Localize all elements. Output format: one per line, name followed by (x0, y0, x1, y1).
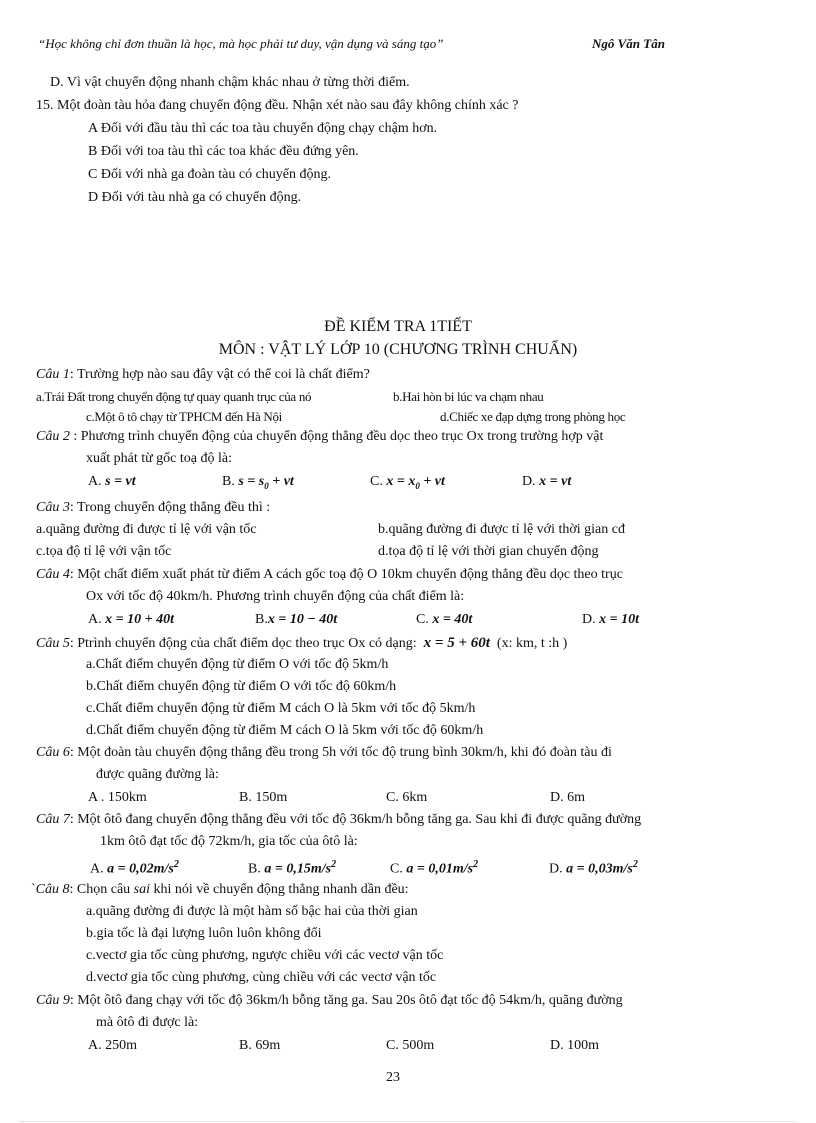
q5-option-c: c.Chất điểm chuyển động từ điểm M cách O là 5km với tốc độ 5km/h (86, 701, 476, 716)
q9-option-d: D. 100m (550, 1038, 599, 1053)
q8-emphasis: sai (133, 882, 151, 897)
question-4 (36, 565, 623, 585)
q1-option-a: a.Trái Đất trong chuyển động tự quay quanh trục của nó (36, 389, 312, 404)
q2-option-d: D. x = vt (522, 474, 572, 489)
question-1 (36, 365, 370, 385)
question-2 (36, 427, 603, 447)
q6-text-line2: được quãng đường là: (96, 767, 219, 782)
header-quote: “Học không chỉ đơn thuần là học, mà học phải tư duy, vận dụng và sáng tạo” (38, 36, 444, 51)
q1-option-c: c.Một ô tô chạy từ TPHCM đến Hà Nội (86, 409, 282, 424)
q5-option-d: d.Chất điểm chuyển động từ điểm M cách O là 5km với tốc độ 60km/h (86, 723, 484, 738)
q5-option-b: b.Chất điểm chuyển động từ điểm O với tốc độ 60km/h (86, 679, 397, 694)
q9-text-line1: : Một ôtô đang chạy với tốc độ 36km/h bỗng tăng ga. Sau 20s ôtô đạt tốc độ 54km/h, quãng đường (69, 993, 623, 1008)
q3-option-c: c.tọa độ tỉ lệ với vận tốc (36, 544, 172, 559)
q8-option-a: a.quãng đường đi được là một hàm số bậc hai của thời gian (86, 904, 418, 919)
q6-option-c: C. 6km (386, 790, 428, 805)
q2-label: Câu 2 (36, 429, 70, 444)
q3-option-a: a.quãng đường đi được tỉ lệ với vận tốc (36, 522, 257, 537)
question-6 (36, 743, 612, 763)
q15-option-c: C Đối với nhà ga đoàn tàu có chuyển động. (88, 167, 332, 182)
question-8: `Câu 8: Chọn câu sai khi nói về chuyển động thẳng nhanh dần đều: (31, 882, 409, 897)
q15-option-a: A Đối với đầu tàu thì các toa tàu chuyển động chạy chậm hơn. (88, 121, 438, 136)
q4-option-b: B.x = 10 − 40t (255, 612, 338, 627)
q8-option-c: c.vectơ gia tốc cùng phương, ngược chiều với các vectơ vận tốc (86, 948, 444, 963)
q5-text: : Ptrình chuyển động của chất điểm dọc theo trục Ox có dạng: (69, 636, 417, 651)
question-15: 15. Một đoàn tàu hỏa đang chuyển động đều. Nhận xét nào sau đây không chính xác ? (36, 98, 519, 113)
q7-option-c: C. $a = 0,01m/s^2$ (390, 859, 479, 877)
q5-option-a: a.Chất điểm chuyển động từ điểm O với tốc độ 5km/h (86, 657, 389, 672)
q6-text-line1: : Một đoàn tàu chuyển động thẳng đều trong 5h với tốc độ trung bình 30km/h, khi đó đoàn tàu đi (69, 745, 612, 760)
q1-label: Câu 1 (36, 367, 70, 382)
q9-option-c: C. 500m (386, 1038, 435, 1053)
q3-option-d: d.tọa độ tỉ lệ với thời gian chuyển động (378, 544, 599, 559)
q6-option-a: A . 150km (88, 790, 147, 805)
q4-option-c: C. x = 40t (416, 612, 473, 627)
exam-subtitle: MÔN : VẬT LÝ LỚP 10 (CHƯƠNG TRÌNH CHUẨN) (218, 341, 578, 358)
q9-label: Câu 9 (36, 993, 70, 1008)
q7-option-a: A. $a = 0,02m/s^2$ (90, 859, 179, 877)
q8-mark: ` (31, 882, 36, 897)
q5-label: Câu 5 (36, 636, 70, 651)
q3-option-b: b.quãng đường đi được tỉ lệ với thời gian cđ (378, 522, 625, 537)
q9-text-line2: mà ôtô đi được là: (96, 1015, 199, 1030)
question-7 (36, 810, 641, 830)
q8-option-b: b.gia tốc là đại lượng luôn luôn không đổi (86, 926, 322, 941)
q9-option-b: B. 69m (239, 1038, 281, 1053)
q1-option-b: b.Hai hòn bi lúc va chạm nhau (393, 389, 544, 404)
q4-option-d: D. x = 10t (582, 612, 639, 627)
q4-text-line1: : Một chất điểm xuất phát từ điểm A cách gốc toạ độ O 10km chuyển động thẳng đều dọc theo trục (69, 567, 623, 582)
q7-option-d: D. $a = 0,03m/s^2$ (549, 859, 638, 877)
q2-option-c: C. $x = x_0$ + vt (370, 474, 445, 491)
q7-option-b: B. $a = 0,15m/s^2$ (248, 859, 337, 877)
q7-text-line1: : Một ôtô đang chuyển động thẳng đều với tốc độ 36km/h bỗng tăng ga. Sau khi đi được quãng đường (69, 812, 642, 827)
question-9 (36, 991, 623, 1011)
q4-option-a: A. x = 10 + 40t (88, 612, 174, 627)
q1-option-d: d.Chiếc xe đạp dựng trong phòng học (440, 409, 626, 424)
q9-option-a: A. 250m (88, 1038, 137, 1053)
q8-label: Câu 8 (35, 882, 70, 897)
q6-label: Câu 6 (36, 745, 70, 760)
page-bottom-divider (20, 1121, 796, 1122)
q2-text-line1: : Phương trình chuyển động của chuyển động thẳng đều dọc theo trục Ox trong trường hợp vật (69, 429, 604, 444)
q6-option-d: D. 6m (550, 790, 585, 805)
q7-text-line2: 1km ôtô đạt tốc độ 72km/h, gia tốc của ôtô là: (100, 834, 358, 849)
question-3 (36, 498, 270, 518)
page-number: 23 (386, 1070, 400, 1085)
q4-label: Câu 4 (36, 567, 70, 582)
prev-option-d: D. Vì vật chuyển động nhanh chậm khác nhau ở từng thời điểm. (50, 75, 410, 90)
q5-units: (x: km, t :h ) (496, 636, 568, 651)
question-5 (36, 633, 567, 654)
q3-text: : Trong chuyển động thẳng đều thì : (69, 500, 271, 515)
q5-formula: x = 5 + 60t (423, 635, 490, 651)
q15-option-b: B Đối với toa tàu thì các toa khác đều đứng yên. (88, 144, 359, 159)
q2-option-b: B. $s = s_0$ + vt (222, 474, 294, 491)
q4-text-line2: Ox với tốc độ 40km/h. Phương trình chuyển động của chất điểm là: (86, 589, 465, 604)
q2-text-line2: xuất phát từ gốc toạ độ là: (86, 451, 232, 466)
q6-option-b: B. 150m (239, 790, 288, 805)
header-author: Ngô Văn Tân (592, 36, 665, 51)
q1-text: : Trường hợp nào sau đây vật có thể coi là chất điểm? (69, 367, 370, 382)
q8-option-d: d.vectơ gia tốc cùng phương, cùng chiều với các vectơ vận tốc (86, 970, 437, 985)
q3-label: Câu 3 (36, 500, 70, 515)
exam-title: ĐỀ KIỂM TRA 1TIẾT (324, 318, 472, 335)
q7-label: Câu 7 (36, 812, 70, 827)
q15-option-d: D Đối với tàu nhà ga có chuyển động. (88, 190, 302, 205)
q2-option-a: A. s = vt (88, 474, 136, 489)
